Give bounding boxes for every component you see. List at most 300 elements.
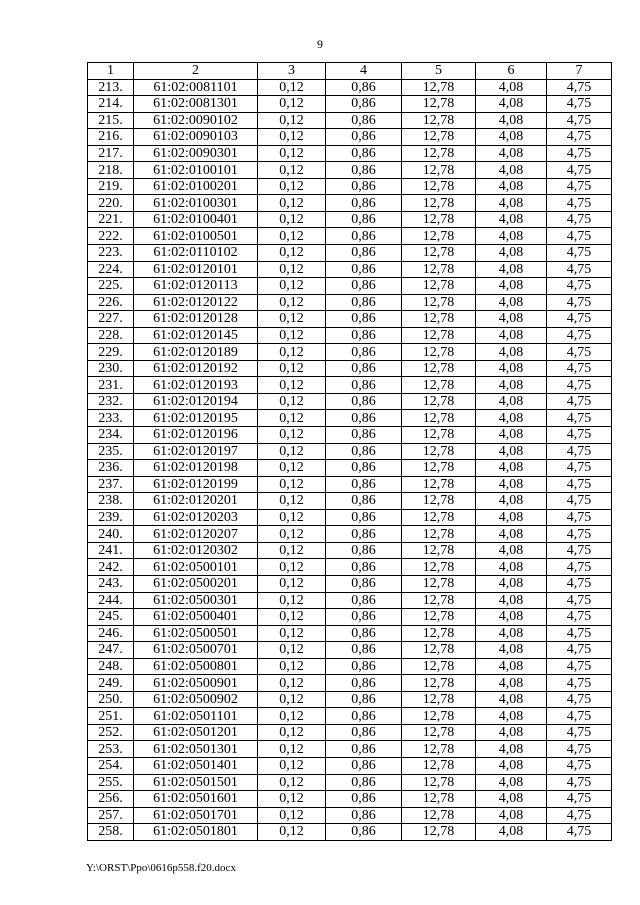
table-row: [88, 509, 612, 526]
cadastral-number-cell: 61:02:0500801: [134, 658, 258, 675]
col6-value-cell: 4,08: [476, 592, 547, 609]
col3-value-cell: 0,12: [258, 278, 326, 295]
table-row: [88, 609, 612, 626]
col7-value-cell: 4,75: [547, 145, 612, 162]
col6-value-cell: 4,08: [476, 294, 547, 311]
col4-value-cell: 0,86: [326, 708, 402, 725]
col3-value-cell: 0,12: [258, 509, 326, 526]
col7-value-cell: 4,75: [547, 509, 612, 526]
table-row: [88, 625, 612, 642]
row-number-cell: 231.: [88, 377, 134, 394]
cadastral-number-cell: 61:02:0090102: [134, 112, 258, 129]
cadastral-number-cell: 61:02:0500902: [134, 691, 258, 708]
row-number-cell: 248.: [88, 658, 134, 675]
cadastral-number-cell: 61:02:0081301: [134, 96, 258, 113]
col7-value-cell: 4,75: [547, 294, 612, 311]
col4-value-cell: 0,86: [326, 757, 402, 774]
col3-value-cell: 0,12: [258, 360, 326, 377]
table-row: [88, 575, 612, 592]
row-number-cell: 218.: [88, 162, 134, 179]
col4-value-cell: 0,86: [326, 824, 402, 841]
col6-value-cell: 4,08: [476, 609, 547, 626]
col3-value-cell: 0,12: [258, 575, 326, 592]
col7-value-cell: 4,75: [547, 724, 612, 741]
col4-value-cell: 0,86: [326, 691, 402, 708]
col4-value-cell: 0,86: [326, 609, 402, 626]
col4-value-cell: 0,86: [326, 509, 402, 526]
col5-value-cell: 12,78: [402, 278, 476, 295]
col5-value-cell: 12,78: [402, 228, 476, 245]
col5-value-cell: 12,78: [402, 427, 476, 444]
col4-value-cell: 0,86: [326, 278, 402, 295]
col5-value-cell: 12,78: [402, 261, 476, 278]
row-number-cell: 244.: [88, 592, 134, 609]
row-number-cell: 234.: [88, 427, 134, 444]
col4-value-cell: 0,86: [326, 807, 402, 824]
col4-value-cell: 0,86: [326, 327, 402, 344]
col5-value-cell: 12,78: [402, 443, 476, 460]
col6-value-cell: 4,08: [476, 824, 547, 841]
col6-value-cell: 4,08: [476, 625, 547, 642]
col5-value-cell: 12,78: [402, 294, 476, 311]
col6-value-cell: 4,08: [476, 493, 547, 510]
col6-value-cell: 4,08: [476, 245, 547, 262]
col3-value-cell: 0,12: [258, 542, 326, 559]
col5-value-cell: 12,78: [402, 675, 476, 692]
col7-value-cell: 4,75: [547, 393, 612, 410]
col7-value-cell: 4,75: [547, 708, 612, 725]
col5-value-cell: 12,78: [402, 377, 476, 394]
table-row: [88, 112, 612, 129]
cadastral-number-cell: 61:02:0090301: [134, 145, 258, 162]
table-row: [88, 460, 612, 477]
col5-value-cell: 12,78: [402, 327, 476, 344]
cadastral-number-cell: 61:02:0120128: [134, 311, 258, 328]
col7-value-cell: 4,75: [547, 774, 612, 791]
cadastral-number-cell: 61:02:0090103: [134, 129, 258, 146]
table-row: [88, 542, 612, 559]
table-row: [88, 824, 612, 841]
col4-value-cell: 0,86: [326, 344, 402, 361]
col6-value-cell: 4,08: [476, 344, 547, 361]
table-row: [88, 642, 612, 659]
cadastral-number-cell: 61:02:0100101: [134, 162, 258, 179]
col6-value-cell: 4,08: [476, 377, 547, 394]
col6-value-cell: 4,08: [476, 228, 547, 245]
row-number-cell: 242.: [88, 559, 134, 576]
col3-value-cell: 0,12: [258, 559, 326, 576]
cadastral-number-cell: 61:02:0120122: [134, 294, 258, 311]
col5-value-cell: 12,78: [402, 625, 476, 642]
col3-value-cell: 0,12: [258, 129, 326, 146]
col7-value-cell: 4,75: [547, 327, 612, 344]
table-row: [88, 493, 612, 510]
row-number-cell: 214.: [88, 96, 134, 113]
col7-value-cell: 4,75: [547, 360, 612, 377]
table-row: [88, 327, 612, 344]
col4-value-cell: 0,86: [326, 410, 402, 427]
col4-value-cell: 0,86: [326, 377, 402, 394]
table-row: [88, 592, 612, 609]
col4-value-cell: 0,86: [326, 129, 402, 146]
col3-value-cell: 0,12: [258, 79, 326, 96]
col5-value-cell: 12,78: [402, 96, 476, 113]
col6-value-cell: 4,08: [476, 211, 547, 228]
col6-value-cell: 4,08: [476, 476, 547, 493]
col3-value-cell: 0,12: [258, 377, 326, 394]
row-number-cell: 229.: [88, 344, 134, 361]
col3-value-cell: 0,12: [258, 162, 326, 179]
column-header: 2: [134, 63, 258, 80]
col3-value-cell: 0,12: [258, 741, 326, 758]
col3-value-cell: 0,12: [258, 460, 326, 477]
col5-value-cell: 12,78: [402, 410, 476, 427]
col4-value-cell: 0,86: [326, 96, 402, 113]
cadastral-number-cell: 61:02:0120199: [134, 476, 258, 493]
col7-value-cell: 4,75: [547, 691, 612, 708]
row-number-cell: 225.: [88, 278, 134, 295]
col5-value-cell: 12,78: [402, 178, 476, 195]
col5-value-cell: 12,78: [402, 592, 476, 609]
table-row: [88, 675, 612, 692]
col4-value-cell: 0,86: [326, 724, 402, 741]
col3-value-cell: 0,12: [258, 675, 326, 692]
col4-value-cell: 0,86: [326, 791, 402, 808]
col6-value-cell: 4,08: [476, 559, 547, 576]
col7-value-cell: 4,75: [547, 592, 612, 609]
col4-value-cell: 0,86: [326, 228, 402, 245]
cadastral-number-cell: 61:02:0120193: [134, 377, 258, 394]
col3-value-cell: 0,12: [258, 526, 326, 543]
col6-value-cell: 4,08: [476, 129, 547, 146]
col6-value-cell: 4,08: [476, 311, 547, 328]
col6-value-cell: 4,08: [476, 393, 547, 410]
col7-value-cell: 4,75: [547, 344, 612, 361]
row-number-cell: 249.: [88, 675, 134, 692]
col7-value-cell: 4,75: [547, 261, 612, 278]
table-row: [88, 443, 612, 460]
col3-value-cell: 0,12: [258, 261, 326, 278]
col7-value-cell: 4,75: [547, 658, 612, 675]
table-row: [88, 658, 612, 675]
cadastral-number-cell: 61:02:0120198: [134, 460, 258, 477]
col7-value-cell: 4,75: [547, 791, 612, 808]
col6-value-cell: 4,08: [476, 162, 547, 179]
col5-value-cell: 12,78: [402, 509, 476, 526]
footer-file-path: Y:\ORST\Ppo\0616p558.f20.docx: [86, 862, 236, 874]
table-row: [88, 791, 612, 808]
row-number-cell: 223.: [88, 245, 134, 262]
cadastral-number-cell: 61:02:0120207: [134, 526, 258, 543]
table-row: [88, 195, 612, 212]
col6-value-cell: 4,08: [476, 708, 547, 725]
col4-value-cell: 0,86: [326, 460, 402, 477]
col6-value-cell: 4,08: [476, 509, 547, 526]
col4-value-cell: 0,86: [326, 360, 402, 377]
col5-value-cell: 12,78: [402, 79, 476, 96]
col6-value-cell: 4,08: [476, 96, 547, 113]
col5-value-cell: 12,78: [402, 526, 476, 543]
col6-value-cell: 4,08: [476, 791, 547, 808]
col3-value-cell: 0,12: [258, 757, 326, 774]
table-row: [88, 708, 612, 725]
cadastral-number-cell: 61:02:0500101: [134, 559, 258, 576]
col3-value-cell: 0,12: [258, 824, 326, 841]
data-table: [87, 62, 612, 841]
col4-value-cell: 0,86: [326, 162, 402, 179]
row-number-cell: 238.: [88, 493, 134, 510]
col3-value-cell: 0,12: [258, 178, 326, 195]
col5-value-cell: 12,78: [402, 807, 476, 824]
col6-value-cell: 4,08: [476, 575, 547, 592]
col3-value-cell: 0,12: [258, 609, 326, 626]
col4-value-cell: 0,86: [326, 542, 402, 559]
col7-value-cell: 4,75: [547, 675, 612, 692]
col7-value-cell: 4,75: [547, 245, 612, 262]
cadastral-number-cell: 61:02:0120189: [134, 344, 258, 361]
col6-value-cell: 4,08: [476, 278, 547, 295]
table-row: [88, 476, 612, 493]
table-row: [88, 410, 612, 427]
col5-value-cell: 12,78: [402, 393, 476, 410]
col4-value-cell: 0,86: [326, 493, 402, 510]
table-header-row: [88, 63, 612, 80]
table-row: [88, 377, 612, 394]
table-row: [88, 162, 612, 179]
col3-value-cell: 0,12: [258, 427, 326, 444]
col7-value-cell: 4,75: [547, 542, 612, 559]
col7-value-cell: 4,75: [547, 278, 612, 295]
col4-value-cell: 0,86: [326, 675, 402, 692]
col3-value-cell: 0,12: [258, 311, 326, 328]
col3-value-cell: 0,12: [258, 625, 326, 642]
row-number-cell: 232.: [88, 393, 134, 410]
col4-value-cell: 0,86: [326, 658, 402, 675]
col5-value-cell: 12,78: [402, 609, 476, 626]
cadastral-number-cell: 61:02:0500301: [134, 592, 258, 609]
col5-value-cell: 12,78: [402, 145, 476, 162]
col4-value-cell: 0,86: [326, 211, 402, 228]
row-number-cell: 235.: [88, 443, 134, 460]
table-row: [88, 311, 612, 328]
col3-value-cell: 0,12: [258, 774, 326, 791]
col4-value-cell: 0,86: [326, 642, 402, 659]
col3-value-cell: 0,12: [258, 410, 326, 427]
col6-value-cell: 4,08: [476, 443, 547, 460]
col7-value-cell: 4,75: [547, 526, 612, 543]
table-row: [88, 691, 612, 708]
col7-value-cell: 4,75: [547, 476, 612, 493]
row-number-cell: 257.: [88, 807, 134, 824]
cadastral-number-cell: 61:02:0120203: [134, 509, 258, 526]
col5-value-cell: 12,78: [402, 559, 476, 576]
col5-value-cell: 12,78: [402, 642, 476, 659]
row-number-cell: 219.: [88, 178, 134, 195]
col7-value-cell: 4,75: [547, 162, 612, 179]
col4-value-cell: 0,86: [326, 774, 402, 791]
col4-value-cell: 0,86: [326, 195, 402, 212]
col3-value-cell: 0,12: [258, 327, 326, 344]
row-number-cell: 236.: [88, 460, 134, 477]
cadastral-number-cell: 61:02:0110102: [134, 245, 258, 262]
col4-value-cell: 0,86: [326, 112, 402, 129]
col5-value-cell: 12,78: [402, 162, 476, 179]
table-row: [88, 79, 612, 96]
col5-value-cell: 12,78: [402, 708, 476, 725]
cadastral-number-cell: 61:02:0120145: [134, 327, 258, 344]
cadastral-number-cell: 61:02:0120113: [134, 278, 258, 295]
col4-value-cell: 0,86: [326, 311, 402, 328]
col3-value-cell: 0,12: [258, 691, 326, 708]
col6-value-cell: 4,08: [476, 112, 547, 129]
row-number-cell: 258.: [88, 824, 134, 841]
column-header: 3: [258, 63, 326, 80]
row-number-cell: 256.: [88, 791, 134, 808]
row-number-cell: 241.: [88, 542, 134, 559]
table-body: [88, 63, 612, 841]
cadastral-number-cell: 61:02:0501701: [134, 807, 258, 824]
cadastral-number-cell: 61:02:0120302: [134, 542, 258, 559]
col7-value-cell: 4,75: [547, 443, 612, 460]
col4-value-cell: 0,86: [326, 476, 402, 493]
col7-value-cell: 4,75: [547, 757, 612, 774]
col4-value-cell: 0,86: [326, 427, 402, 444]
table-row: [88, 294, 612, 311]
col3-value-cell: 0,12: [258, 493, 326, 510]
cadastral-number-cell: 61:02:0100401: [134, 211, 258, 228]
table-row: [88, 96, 612, 113]
col4-value-cell: 0,86: [326, 526, 402, 543]
col4-value-cell: 0,86: [326, 741, 402, 758]
row-number-cell: 224.: [88, 261, 134, 278]
col6-value-cell: 4,08: [476, 526, 547, 543]
row-number-cell: 252.: [88, 724, 134, 741]
col3-value-cell: 0,12: [258, 393, 326, 410]
col5-value-cell: 12,78: [402, 724, 476, 741]
col5-value-cell: 12,78: [402, 195, 476, 212]
col5-value-cell: 12,78: [402, 691, 476, 708]
col6-value-cell: 4,08: [476, 807, 547, 824]
cadastral-number-cell: 61:02:0500701: [134, 642, 258, 659]
col5-value-cell: 12,78: [402, 360, 476, 377]
column-header: 6: [476, 63, 547, 80]
cadastral-number-cell: 61:02:0501101: [134, 708, 258, 725]
cadastral-number-cell: 61:02:0120192: [134, 360, 258, 377]
cadastral-number-cell: 61:02:0120101: [134, 261, 258, 278]
col6-value-cell: 4,08: [476, 741, 547, 758]
col3-value-cell: 0,12: [258, 145, 326, 162]
row-number-cell: 237.: [88, 476, 134, 493]
col7-value-cell: 4,75: [547, 112, 612, 129]
col5-value-cell: 12,78: [402, 311, 476, 328]
table-row: [88, 245, 612, 262]
col6-value-cell: 4,08: [476, 427, 547, 444]
col3-value-cell: 0,12: [258, 658, 326, 675]
cadastral-number-cell: 61:02:0100301: [134, 195, 258, 212]
row-number-cell: 216.: [88, 129, 134, 146]
col7-value-cell: 4,75: [547, 96, 612, 113]
col7-value-cell: 4,75: [547, 559, 612, 576]
col7-value-cell: 4,75: [547, 311, 612, 328]
col7-value-cell: 4,75: [547, 460, 612, 477]
row-number-cell: 243.: [88, 575, 134, 592]
cadastral-number-cell: 61:02:0500501: [134, 625, 258, 642]
cadastral-number-cell: 61:02:0120196: [134, 427, 258, 444]
row-number-cell: 226.: [88, 294, 134, 311]
row-number-cell: 251.: [88, 708, 134, 725]
col6-value-cell: 4,08: [476, 360, 547, 377]
col5-value-cell: 12,78: [402, 493, 476, 510]
table-row: [88, 145, 612, 162]
cadastral-number-cell: 61:02:0081101: [134, 79, 258, 96]
row-number-cell: 217.: [88, 145, 134, 162]
row-number-cell: 246.: [88, 625, 134, 642]
col3-value-cell: 0,12: [258, 96, 326, 113]
row-number-cell: 228.: [88, 327, 134, 344]
table-row: [88, 393, 612, 410]
col6-value-cell: 4,08: [476, 774, 547, 791]
col5-value-cell: 12,78: [402, 575, 476, 592]
col5-value-cell: 12,78: [402, 658, 476, 675]
col7-value-cell: 4,75: [547, 575, 612, 592]
col7-value-cell: 4,75: [547, 741, 612, 758]
col6-value-cell: 4,08: [476, 195, 547, 212]
row-number-cell: 247.: [88, 642, 134, 659]
col4-value-cell: 0,86: [326, 393, 402, 410]
col3-value-cell: 0,12: [258, 476, 326, 493]
cadastral-number-cell: 61:02:0100501: [134, 228, 258, 245]
table-row: [88, 427, 612, 444]
table-row: [88, 360, 612, 377]
col5-value-cell: 12,78: [402, 542, 476, 559]
col6-value-cell: 4,08: [476, 642, 547, 659]
col4-value-cell: 0,86: [326, 575, 402, 592]
col6-value-cell: 4,08: [476, 757, 547, 774]
table-row: [88, 278, 612, 295]
cadastral-number-cell: 61:02:0120194: [134, 393, 258, 410]
col4-value-cell: 0,86: [326, 79, 402, 96]
col3-value-cell: 0,12: [258, 807, 326, 824]
col4-value-cell: 0,86: [326, 178, 402, 195]
col6-value-cell: 4,08: [476, 675, 547, 692]
row-number-cell: 220.: [88, 195, 134, 212]
cadastral-number-cell: 61:02:0501301: [134, 741, 258, 758]
table-row: [88, 559, 612, 576]
table-row: [88, 178, 612, 195]
col7-value-cell: 4,75: [547, 493, 612, 510]
col6-value-cell: 4,08: [476, 724, 547, 741]
col3-value-cell: 0,12: [258, 112, 326, 129]
col4-value-cell: 0,86: [326, 145, 402, 162]
col5-value-cell: 12,78: [402, 211, 476, 228]
col3-value-cell: 0,12: [258, 195, 326, 212]
table-row: [88, 344, 612, 361]
table-row: [88, 724, 612, 741]
col5-value-cell: 12,78: [402, 774, 476, 791]
row-number-cell: 254.: [88, 757, 134, 774]
col5-value-cell: 12,78: [402, 112, 476, 129]
col4-value-cell: 0,86: [326, 625, 402, 642]
col3-value-cell: 0,12: [258, 708, 326, 725]
col6-value-cell: 4,08: [476, 410, 547, 427]
col7-value-cell: 4,75: [547, 79, 612, 96]
table-row: [88, 807, 612, 824]
page-number: 9: [317, 37, 323, 51]
col6-value-cell: 4,08: [476, 145, 547, 162]
row-number-cell: 240.: [88, 526, 134, 543]
col6-value-cell: 4,08: [476, 261, 547, 278]
column-header: 1: [88, 63, 134, 80]
